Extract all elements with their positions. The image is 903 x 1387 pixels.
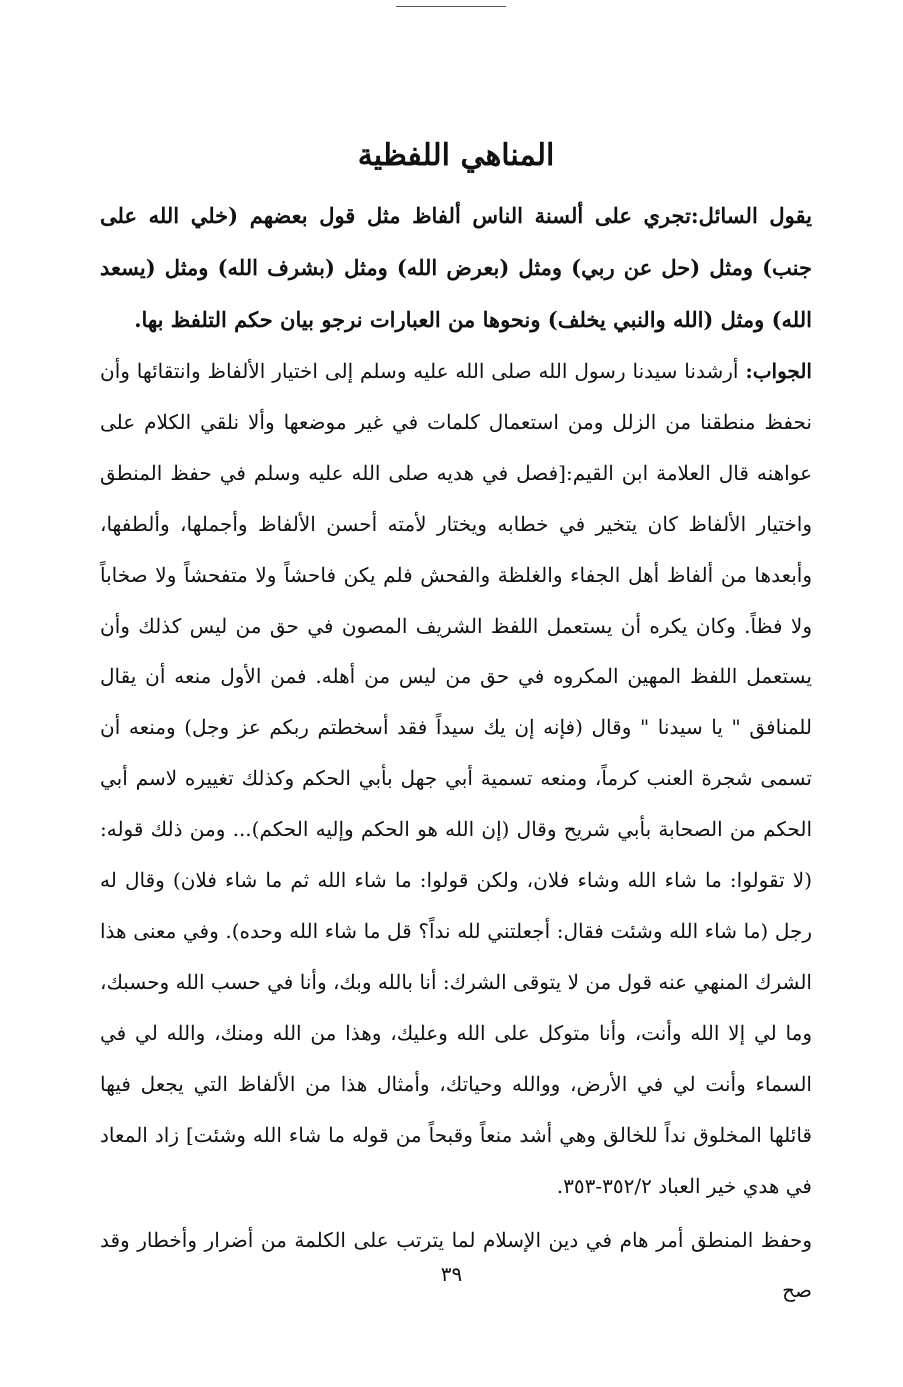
top-rule [396,6,506,7]
answer-paragraph [100,346,812,1211]
question-label: يقول السائل: [690,203,812,228]
answer-text: أرشدنا سيدنا رسول الله صلى الله عليه وسلم إلى اختيار الألفاظ وانتقائها وأن نحفظ منطقنا من الزلل ومن استعمال كلمات في غير موضعها وألا نلقي الكلام على عواهنه قال العلامة ابن القيم:[فصل في هديه صلى الله عليه وسلم في حفظ المنطق واختيار الألفاظ كان يتخير في خطابه ويختار لأمته أحسن الألفاظ وأجملها، وألطفها، وأبعدها من ألفاظ أهل الجفاء والغلظة والفحش فلم يكن فاحشاً ولا متفحشاً ولا صخاباً ولا فظاً. وكان يكره أن يستعمل اللفظ الشريف المصون في حق من ليس كذلك وأن يستعمل اللفظ المهين المكروه في حق من ليس من أهله. فمن الأول منعه أن يقال للمنافق " يا سيدنا " وقال (فإنه إن يك سيداً فقد أسخطتم ربكم عز وجل) ومنعه أن تسمى شجرة العنب كرماً، ومنعه تسمية أبي جهل بأبي الحكم وكذلك تغييره لاسم أبي الحكم من الصحابة بأبي شريح وقال (إن الله هو الحكم وإليه الحكم)... ومن ذلك قوله: (لا تقولوا: ما شاء الله وشاء فلان، ولكن قولوا: ما شاء الله ثم ما شاء فلان) وقال له رجل (ما شاء الله وشئت فقال: أجعلتني لله نداً؟ قل ما شاء الله وحده). وفي معنى هذا الشرك المنهي عنه قول من لا يتوقى الشرك: أنا بالله وبك، وأنا في حسب الله وحسبك، وما لي إلا الله وأنت، وأنا متوكل على الله وعليك، وهذا من الله ومنك، والله لي في السماء وأنت لي في الأرض، ووالله وحياتك، وأمثال هذا من الألفاظ التي يجعل فيها قائلها المخلوق نداً للخالق وهي أشد منعاً وقبحاً من قوله ما شاء الله وشئت] زاد المعاد في هدي خير العباد ٣٥٢/٢-٣٥٣. [100,359,812,1198]
question-paragraph [100,190,812,346]
question-text: تجري على ألسنة الناس ألفاظ مثل قول بعضهم (خلي الله على جنب) ومثل (حل عن ربي) ومثل (بعرض الله) ومثل (بشرف الله) ومثل (يسعد الله) ومثل (الله والنبي يخلف) ونحوها من العبارات نرجو بيان حكم التلفظ بها. [100,203,812,332]
answer-label: الجواب: [745,359,812,383]
closing-paragraph: وحفظ المنطق أمر هام في دين الإسلام لما يترتب على الكلمة من أضرار وأخطار وقد صح [100,1228,812,1303]
page-number: ٣٩ [440,1262,463,1286]
page-title: المناهي اللفظية [357,138,555,173]
page-body [100,130,812,1315]
